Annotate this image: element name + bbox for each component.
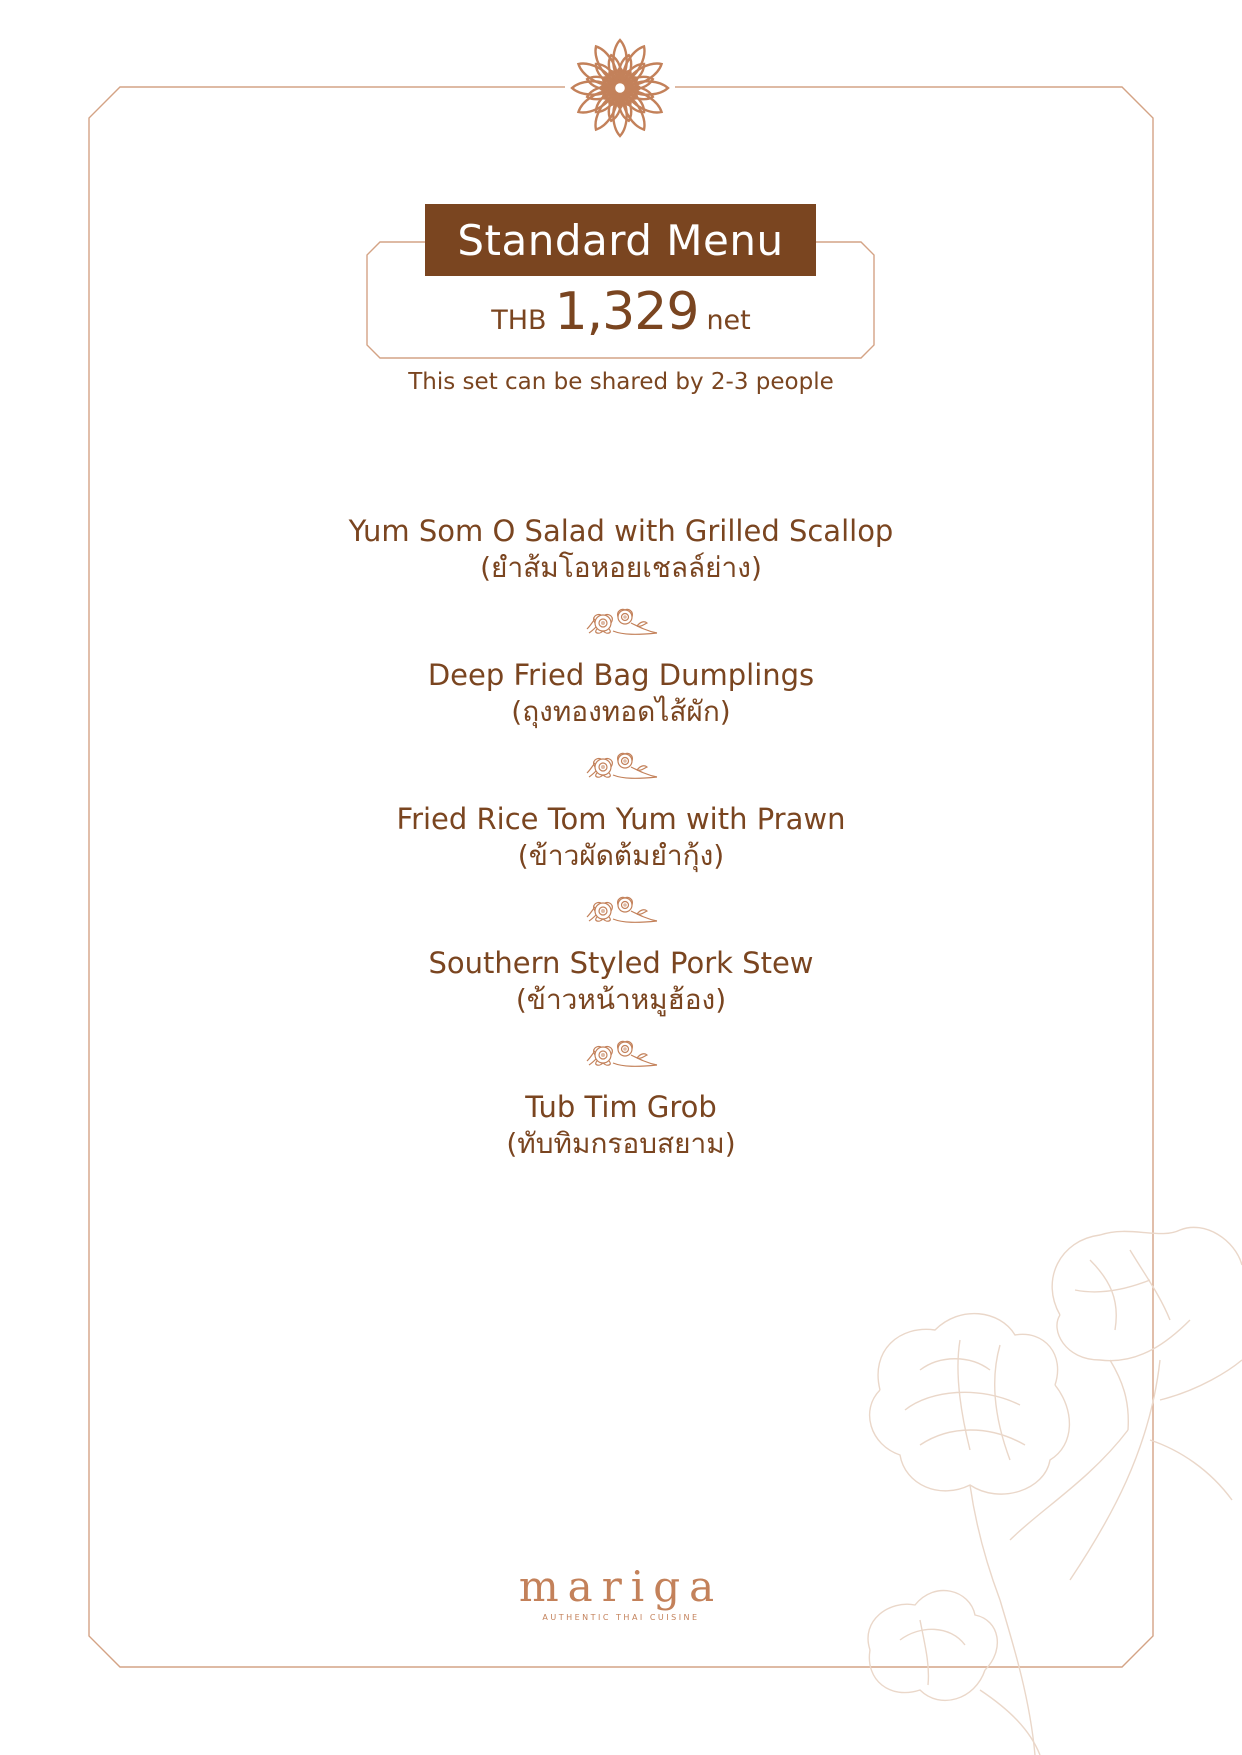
floral-divider <box>0 730 1242 800</box>
menu-title: Standard Menu <box>425 204 816 276</box>
dish-name-th: (ข้าวผัดต้มยำกุ้ง) <box>517 839 725 872</box>
floral-divider-icon <box>583 745 659 785</box>
price <box>368 282 874 342</box>
dish-name-en: Southern Styled Pork Stew <box>428 946 814 980</box>
floral-divider-icon <box>583 889 659 929</box>
dish-name-th: (ยำส้มโอหอยเชลล์ย่าง) <box>480 551 762 584</box>
dish-item <box>0 800 1242 874</box>
price-currency: THB <box>491 305 547 336</box>
floral-divider <box>0 1018 1242 1088</box>
price-amount: 1,329 <box>554 282 699 342</box>
dish-item <box>0 1088 1242 1162</box>
dish-list <box>0 512 1242 1162</box>
dish-name-th: (ข้าวหน้าหมูฮ้อง) <box>515 983 727 1016</box>
share-note: This set can be shared by 2-3 people <box>408 369 834 395</box>
brand-tagline: AUTHENTIC THAI CUISINE <box>542 1613 700 1622</box>
floral-divider <box>0 586 1242 656</box>
price-suffix: net <box>706 305 751 336</box>
dish-item <box>0 656 1242 730</box>
dish-name-en: Tub Tim Grob <box>525 1090 717 1124</box>
floral-divider-icon <box>583 1033 659 1073</box>
peony-illustration <box>860 1220 1242 1755</box>
dish-name-en: Deep Fried Bag Dumplings <box>427 658 815 692</box>
dish-name-en: Fried Rice Tom Yum with Prawn <box>396 802 846 836</box>
dish-name-th: (ถุงทองทอดไส้ผัก) <box>511 695 731 728</box>
floral-divider-icon <box>583 601 659 641</box>
dish-name-th: (ทับทิมกรอบสยาม) <box>506 1127 736 1160</box>
brand-logo <box>0 1562 1242 1622</box>
dish-name-en: Yum Som O Salad with Grilled Scallop <box>348 514 894 548</box>
flower-crest-icon <box>565 33 675 143</box>
brand-name: mariga <box>518 1562 724 1611</box>
floral-divider <box>0 874 1242 944</box>
dish-item <box>0 944 1242 1018</box>
dish-item <box>0 512 1242 586</box>
